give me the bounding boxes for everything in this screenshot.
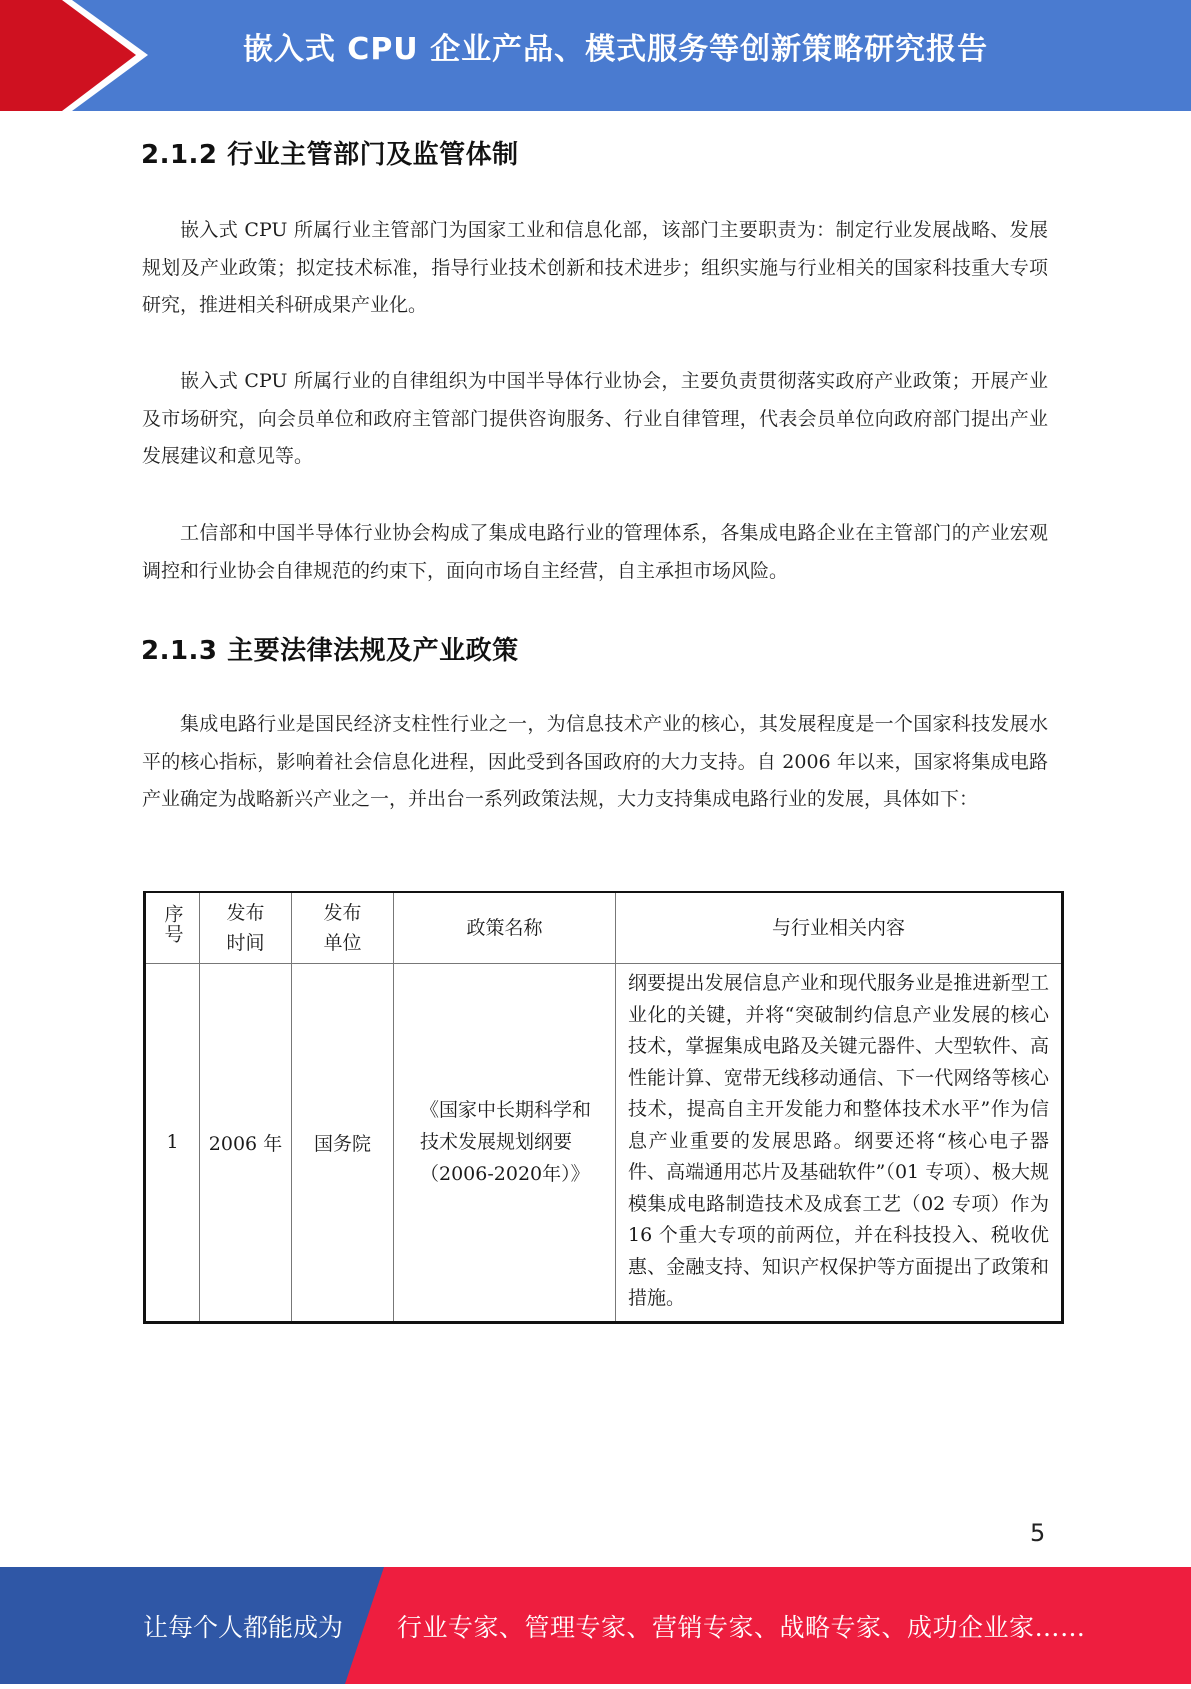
footer-slogan-right: 行业专家、管理专家、营销专家、战略专家、成功企业家…… — [397, 1613, 1086, 1642]
paragraph: 嵌入式 CPU 所属行业主管部门为国家工业和信息化部，该部门主要职责为：制定行业发展战略、发展规划及产业政策；拟定技术标准，指导行业技术创新和技术进步；组织实施与行业相关的国家科技重大专项研究，推进相关科研成果产业化。 — [142, 219, 1048, 316]
policy-table — [143, 891, 1064, 1324]
paragraph: 集成电路行业是国民经济支柱性行业之一，为信息技术产业的核心，其发展程度是一个国家科技发展水平的核心指标，影响着社会信息化进程，因此受到各国政府的大力支持。自 2006 年以来，国家将集成电路产业确定为战略新兴产业之一，并出台一系列政策法规，大力支持集成电路行业的发展，具体如下： — [142, 713, 1048, 810]
header-related-content: 与行业相关内容 — [616, 892, 1063, 964]
paragraph: 工信部和中国半导体行业协会构成了集成电路行业的管理体系，各集成电路企业在主管部门的产业宏观调控和行业协会自律规范的约束下，面向市场自主经营，自主承担市场风险。 — [142, 522, 1048, 582]
section-heading-2-1-3: 2.1.3 主要法律法规及产业政策 — [141, 636, 519, 666]
header-release-unit: 发布 单位 — [292, 892, 394, 964]
table-row — [145, 964, 1063, 1323]
table-header-row — [145, 892, 1063, 964]
cell-policy-name: 《国家中长期科学和技术发展规划纲要（2006-2020年）》 — [394, 964, 616, 1323]
section-heading-2-1-2: 2.1.2 行业主管部门及监管体制 — [141, 140, 519, 170]
cell-seq: 1 — [145, 964, 200, 1323]
page-header-banner — [0, 0, 1191, 111]
header-seq: 序号 — [145, 892, 200, 964]
report-title: 嵌入式 CPU 企业产品、模式服务等创新策略研究报告 — [242, 32, 989, 67]
footer-slogan-left: 让每个人都能成为 — [143, 1613, 344, 1642]
cell-release-unit: 国务院 — [292, 964, 394, 1323]
paragraph: 嵌入式 CPU 所属行业的自律组织为中国半导体行业协会，主要负责贯彻落实政府产业政策；开展产业及市场研究，向会员单位和政府主管部门提供咨询服务、行业自律管理，代表会员单位向政府部门提出产业发展建议和意见等。 — [142, 370, 1048, 467]
page-footer-banner — [0, 1567, 1191, 1684]
cell-related-content: 纲要提出发展信息产业和现代服务业是推进新型工业化的关键，并将“突破制约信息产业发展的核心技术，掌握集成电路及关键元器件、大型软件、高性能计算、宽带无线移动通信、下一代网络等核心技术，提高自主开发能力和整体技术水平”作为信息产业重要的发展思路。纲要还将“核心电子器件、高端通用芯片及基础软件”（01 专项）、极大规模集成电路制造技术及成套工艺（02 专项）作为 16 个重大专项的前两位，并在科技投入、税收优惠、金融支持、知识产权保护等方面提出了政策和措施。 — [616, 964, 1063, 1323]
header-policy-name: 政策名称 — [394, 892, 616, 964]
header-release-time: 发布 时间 — [200, 892, 292, 964]
cell-release-time: 2006 年 — [200, 964, 292, 1323]
page-number: 5 — [1030, 1519, 1046, 1547]
